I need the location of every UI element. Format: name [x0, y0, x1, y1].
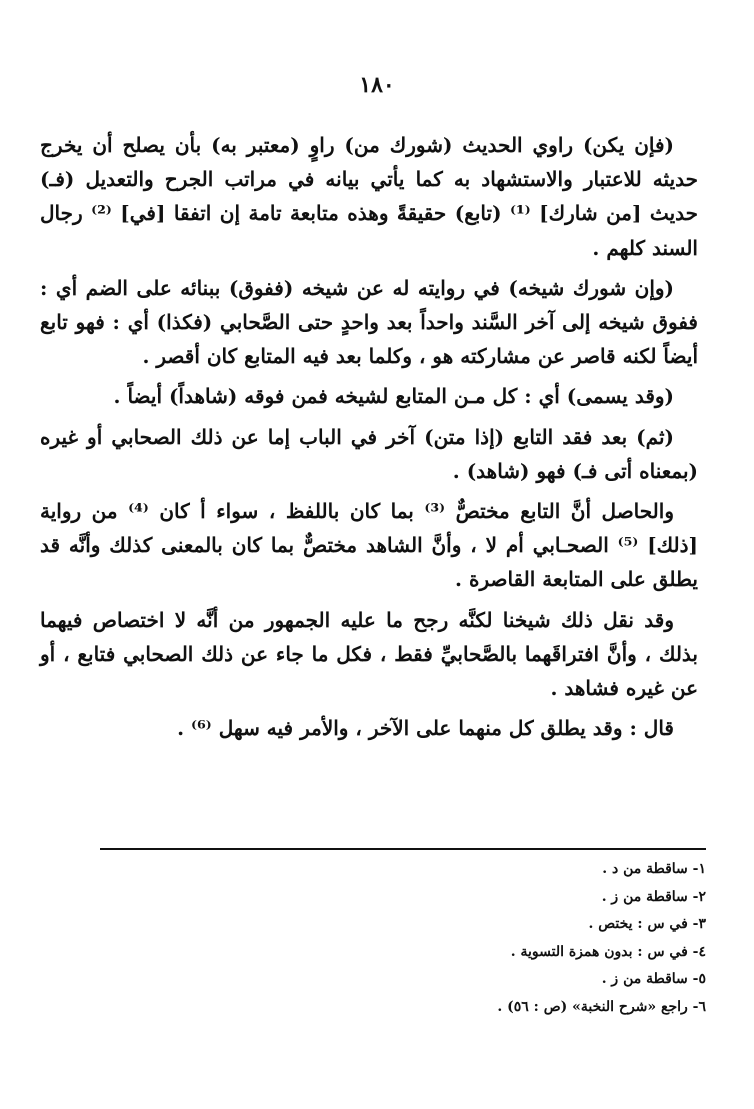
footnote-1: ١- ساقطة من د . [602, 861, 706, 877]
footnote-3: ٣- في س : يختص . [588, 916, 706, 932]
footnote-divider [100, 848, 706, 850]
footnote-5: ٥- ساقطة من ز . [601, 971, 706, 987]
footnotes [120, 856, 706, 1021]
footnote-4: ٤- في س : بدون همزة التسوية . [510, 943, 706, 960]
page-number: ١٨٠ [359, 72, 395, 98]
paragraph-6: وقد نقل ذلك شيخنا لكنَّه رجح ما عليه الجمهور من أنَّه لا اختصاص فيهما بذلك ، وأنَّ افتراقَهما بالصَّحابيِّ فقط ، فكل ما جاء عن ذلك الصحابي فتابع ، أو عن غيره فشاهد . [40, 607, 699, 701]
main-text [40, 128, 698, 745]
paragraph-5: والحاصل أنَّ التابع مختصٌّ ⁽³⁾ بما كان باللفظ ، سواء أ كان ⁽⁴⁾ من رواية [ذلك] ⁽⁵⁾ الصحـابي أم لا ، وأنَّ الشاهد مختصٌّ بما كان بالمعنى كذلك وأنَّه قد يطلق على المتابعة القاصرة . [40, 499, 699, 592]
paragraph-3: (وقد يسمى) أي : كل مـن المتابع لشيخه فمن فوقه (شاهداً) أيضاً . [113, 384, 674, 409]
paragraph-4: (ثم) بعد فقد التابع (إذا متن) آخر في الباب إما عن ذلك الصحابي أو غيره (بمعناه أتى فـ) فهو (شاهد) . [40, 424, 698, 483]
footnote-6: ٦- راجع «شرح النخبة» (ص : ٥٦) . [497, 998, 706, 1015]
paragraph-2: (وإن شورك شيخه) في روايته له عن شيخه (ففوق) ببنائه على الضم أي : ففوق شيخه إلى آخر السَّند واحداً بعد واحدٍ حتى الصَّحابي (فكذا) أي : فهو تابع أيضاً لكنه قاصر عن مشاركته هو ، وكلما بعد فيه المتابع كان أقصر . [40, 275, 698, 369]
paragraph-1: (فإن يكن) راوي الحديث (شورك من) راوٍ (معتبر به) بأن يصلح أن يخرج حديثه للاعتبار والاستشهاد به كما يأتي بيانه في مراتب الجرح والتعديل (فـ) حديث [من شارك] ⁽¹⁾ (تابع) حقيقةً وهذه متابعة تامة إن اتفقا [في] ⁽²⁾ رجال السند كلهم . [40, 133, 698, 260]
paragraph-7: قال : وقد يطلق كل منهما على الآخر ، والأمر فيه سهل ⁽⁶⁾ . [177, 716, 674, 741]
footnote-2: ٢- ساقطة من ز . [601, 888, 706, 905]
